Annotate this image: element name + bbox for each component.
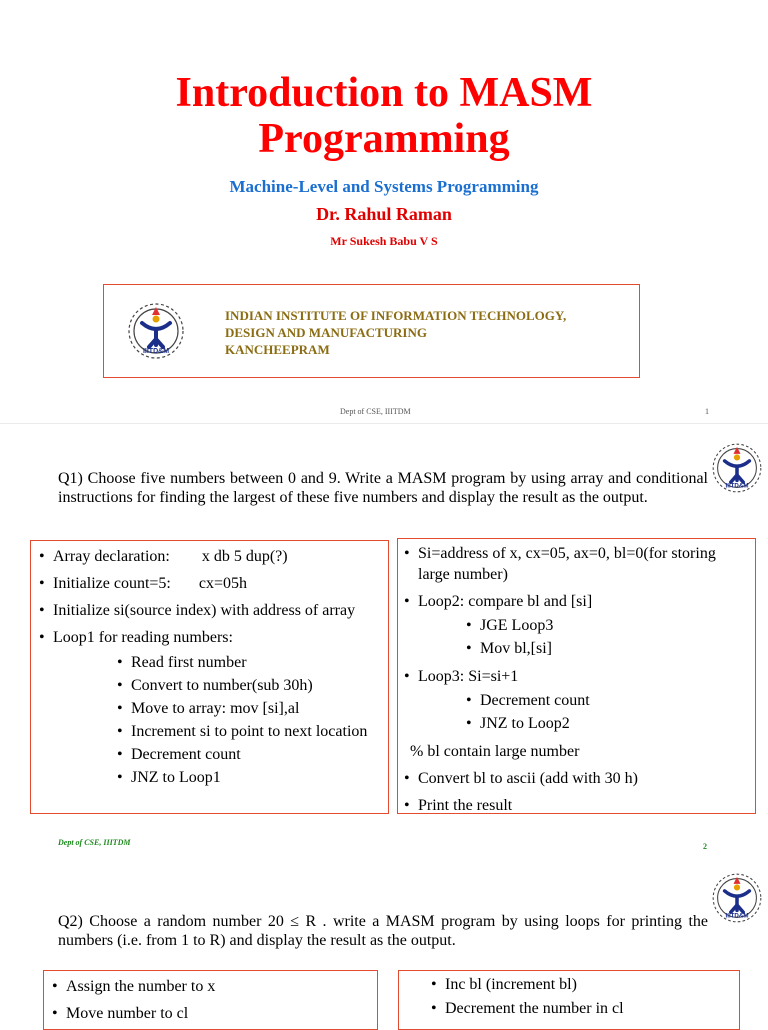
- slide1-footer: Dept of CSE, IIITDM: [340, 407, 411, 416]
- list-item: • Convert to number(sub 30h): [39, 674, 388, 697]
- list-item: • Decrement the number in cl: [431, 997, 739, 1021]
- list-item: • Read first number: [39, 651, 388, 674]
- slide2-logo-icon: [707, 436, 767, 496]
- list-item: • Loop1 for reading numbers:: [39, 624, 388, 651]
- institute-name: [225, 307, 566, 358]
- list-item: • Move to array: mov [si],al: [39, 697, 388, 720]
- institute-line2: DESIGN AND MANUFACTURING: [225, 325, 427, 340]
- list-item: • Assign the number to x: [52, 973, 377, 1000]
- slide-subtitle: Machine-Level and Systems Programming: [229, 177, 539, 196]
- slide3-right-list: [431, 973, 739, 1021]
- list-item: • Si=address of x, cx=05, ax=0, bl=0(for storing large number): [404, 543, 747, 585]
- list-item: • Initialize count=5: cx=05h: [39, 570, 388, 597]
- slide3-left-list: [52, 973, 377, 1027]
- institute-line1: INDIAN INSTITUTE OF INFORMATION TECHNOLOGY,: [225, 308, 567, 323]
- list-item: • Decrement count: [39, 743, 388, 766]
- slide2-footer: Dept of CSE, IIITDM: [58, 838, 131, 847]
- slide-divider: [0, 423, 768, 424]
- logo-text: IIITD&M: [142, 348, 170, 355]
- list-item: • Convert bl to ascii (add with 30 h): [404, 765, 747, 792]
- list-item: • Inc bl (increment bl): [431, 973, 739, 997]
- logo-text: IIITD&M: [725, 482, 749, 490]
- slide2-left-box: [30, 540, 389, 814]
- slide3-question: Q2) Choose a random number 20 ≤ R . write a MASM program by using loops for printing the numbers (i.e. from 1 to R) and display the result as the output.: [58, 913, 708, 949]
- list-item: • Move number to cl: [52, 1000, 377, 1027]
- slide2-question: Q1) Choose five numbers between 0 and 9. Write a MASM program by using array and conditional instructions for finding the largest of these five numbers and display the result as the output.: [58, 470, 708, 506]
- institute-logo-icon: [122, 295, 190, 372]
- list-item: • Loop3: Si=si+1: [404, 665, 747, 689]
- list-item: • JGE Loop3: [404, 614, 747, 637]
- list-item: • Mov bl,[si]: [404, 637, 747, 661]
- list-item: % bl contain large number: [410, 743, 580, 760]
- list-item: • Loop2: compare bl and [si]: [404, 590, 747, 614]
- slide2-left-list: [39, 543, 388, 789]
- list-item: • Increment si to point to next location: [39, 720, 388, 743]
- institute-line3: KANCHEEPRAM: [225, 342, 330, 357]
- list-item: • JNZ to Loop2: [404, 712, 747, 735]
- slide3-left-box: [43, 970, 378, 1030]
- list-item: • Decrement count: [404, 689, 747, 712]
- coauthor-name: Mr Sukesh Babu V S: [330, 234, 438, 248]
- list-item: • Initialize si(source index) with address of array: [39, 597, 388, 624]
- slide-title-line2: Programming: [258, 116, 510, 162]
- logo-text: IIITD&M: [725, 912, 749, 920]
- slide3-logo-icon: [707, 866, 767, 926]
- institute-box: [103, 284, 640, 378]
- slide2-right-list: [404, 543, 747, 819]
- slide3-right-box: [398, 970, 740, 1030]
- slide-title-line1: Introduction to MASM: [175, 70, 593, 116]
- slide-title: [0, 70, 768, 162]
- list-item: • Array declaration: x db 5 dup(?): [39, 543, 388, 570]
- author-name: Dr. Rahul Raman: [316, 204, 452, 224]
- list-item: • Print the result: [404, 792, 747, 819]
- list-item: • JNZ to Loop1: [39, 766, 388, 789]
- slide2-page-number: 2: [703, 842, 707, 851]
- slide1-page-number: 1: [705, 407, 709, 416]
- slide2-right-box: [397, 538, 756, 814]
